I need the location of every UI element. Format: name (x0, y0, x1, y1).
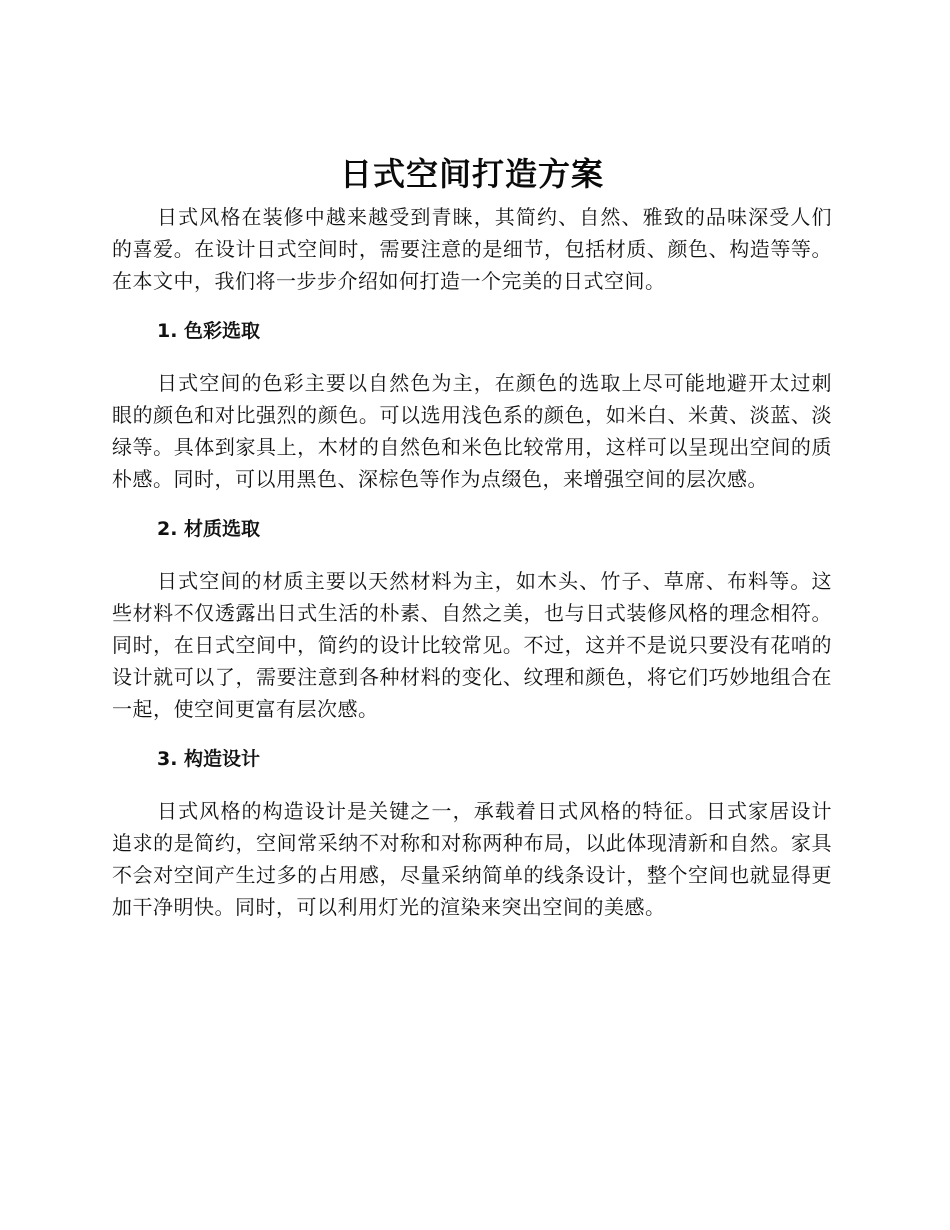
section-heading-material: 2. 材质选取 (157, 518, 261, 540)
section-body-color: 日式空间的色彩主要以自然色为主，在颜色的选取上尽可能地避开太过刺眼的颜色和对比强烈的颜色。可以选用浅色系的颜色，如米白、米黄、淡蓝、淡绿等。具体到家具上，木材的自然色和米色比较常用，这样可以呈现出空间的质朴感。同时，可以用黑色、深棕色等作为点缀色，来增强空间的层次感。 (112, 371, 832, 491)
section-heading-structure: 3. 构造设计 (157, 748, 261, 770)
section-material (112, 515, 832, 725)
section-color (112, 317, 832, 495)
document-title: 日式空间打造方案 (339, 155, 604, 193)
section-body-structure: 日式风格的构造设计是关键之一，承载着日式风格的特征。日式家居设计追求的是简约，空间常采纳不对称和对称两种布局，以此体现清新和自然。家具不会对空间产生过多的占用感，尽量采纳简单的线条设计，整个空间也就显得更加干净明快。同时，可以利用灯光的渲染来突出空间的美感。 (112, 799, 832, 919)
intro-paragraph: 日式风格在装修中越来越受到青睐，其简约、自然、雅致的品味深受人们的喜爱。在设计日式空间时，需要注意的是细节，包括材质、颜色、构造等等。在本文中，我们将一步步介绍如何打造一个完美的日式空间。 (112, 205, 832, 293)
section-structure (112, 745, 832, 923)
section-body-material: 日式空间的材质主要以天然材料为主，如木头、竹子、草席、布料等。这些材料不仅透露出日式生活的朴素、自然之美，也与日式装修风格的理念相符。同时，在日式空间中，简约的设计比较常见。不过，这并不是说只要没有花哨的设计就可以了，需要注意到各种材料的变化、纹理和颜色，将它们巧妙地组合在一起，使空间更富有层次感。 (112, 569, 832, 721)
section-heading-color: 1. 色彩选取 (157, 320, 261, 342)
